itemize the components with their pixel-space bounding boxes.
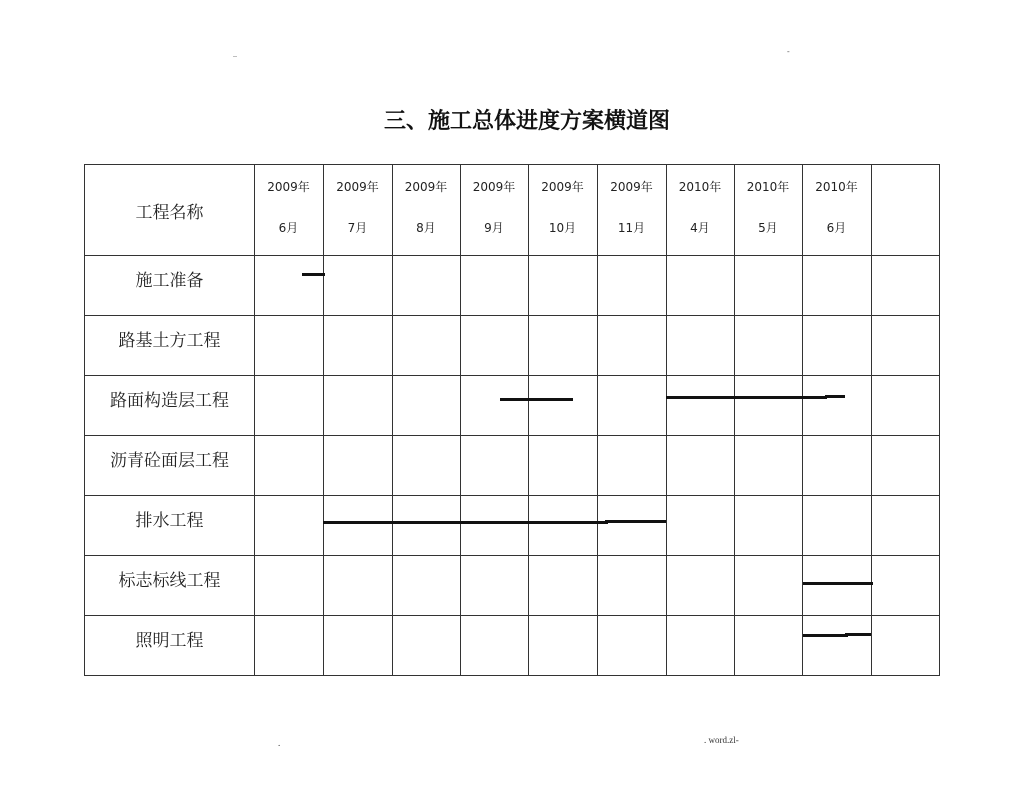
month-month: 6月 (278, 221, 299, 235)
month-header (528, 165, 597, 255)
month-year: 2010年 (815, 180, 858, 194)
month-header (323, 165, 392, 255)
month-year: 2009年 (267, 180, 310, 194)
footer-text: . word.zl- (704, 735, 739, 745)
gantt-bar (500, 398, 573, 401)
month-year: 2009年 (541, 180, 584, 194)
header-mark-left: .. (233, 50, 237, 59)
month-month: 5月 (758, 221, 778, 235)
month-year: 2009年 (404, 180, 448, 194)
row-label: 施工准备 (135, 270, 204, 291)
month-header (734, 165, 802, 255)
month-header (597, 165, 666, 255)
header-mark-right: - (787, 47, 790, 56)
gantt-table (84, 164, 940, 676)
gantt-bar (803, 582, 873, 585)
month-year: 2009年 (610, 180, 653, 194)
month-header (802, 165, 871, 255)
gantt-bar (803, 634, 848, 637)
gantt-bar (725, 396, 827, 399)
month-header (460, 165, 528, 255)
month-month: 10月 (548, 221, 577, 235)
month-month: 11月 (617, 221, 646, 235)
month-year: 2009年 (336, 180, 379, 194)
month-month: 7月 (347, 221, 368, 235)
month-header (392, 165, 460, 255)
gantt-bar (323, 521, 608, 524)
month-year: 2010年 (746, 180, 790, 194)
month-month: 6月 (826, 221, 847, 235)
month-month: 8月 (416, 221, 436, 235)
month-header (254, 165, 323, 255)
month-month: 4月 (690, 221, 710, 235)
month-header (666, 165, 734, 255)
page-title: 三、施工总体进度方案横道图 (383, 109, 670, 134)
footer-mark-left: . (278, 738, 281, 748)
gantt-bar (825, 395, 845, 398)
gantt-bar (666, 396, 726, 399)
month-month: 9月 (484, 221, 504, 235)
row-label: 路基土方工程 (118, 330, 221, 351)
row-label: 沥青砼面层工程 (110, 450, 229, 471)
column-header-name: 工程名称 (135, 202, 204, 223)
gantt-bar (605, 520, 666, 523)
row-label: 标志标线工程 (118, 570, 221, 591)
row-label: 排水工程 (135, 510, 204, 531)
month-header (871, 165, 941, 255)
row-label: 照明工程 (135, 630, 204, 651)
gantt-bar (845, 633, 871, 636)
row-label: 路面构造层工程 (110, 390, 229, 411)
month-year: 2009年 (472, 180, 516, 194)
gantt-bar (302, 273, 325, 276)
month-year: 2010年 (678, 180, 722, 194)
